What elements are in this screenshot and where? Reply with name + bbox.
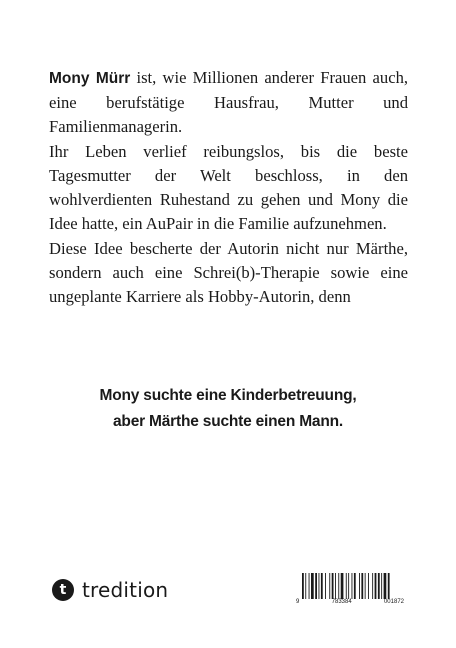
tagline [0,383,456,435]
barcode-bars-icon [296,573,404,599]
blurb-text [49,66,408,310]
blurb-paragraph-3: Diese Idee bescherte der Autorin nicht nur Märthe, sondern auch eine Schrei(b)-Therapie sowie eine ungeplante Karriere als Hobby-Autorin, denn [49,239,408,306]
blurb-paragraph-1-text: ist, wie Millionen anderer Frauen auch, eine berufstätige Hausfrau, Mutter und Familienmanagerin. [49,68,409,136]
author-name: Mony Mürr [49,70,131,87]
publisher-logo [52,575,168,605]
publisher-name: tredition [82,578,169,602]
barcode-digits [296,599,404,605]
barcode-digits-left: 783384 [331,599,352,605]
blurb-paragraph-2: Ihr Leben verlief reibungslos, bis die beste Tagesmutter der Welt beschloss, in den wohlverdienten Ruhestand zu gehen und Mony die Idee hatte, ein AuPair in die Familie aufzunehmen. [49,142,408,233]
tagline-line-2: aber Märthe suchte einen Mann. [113,413,343,430]
barcode-digit-first: 9 [296,599,300,605]
tredition-logo-icon: t [52,579,74,601]
blurb-paragraph-1 [49,66,408,139]
barcode-digits-right: 001872 [383,599,404,605]
tagline-line-1: Mony suchte eine Kinderbetreuung, [99,387,357,404]
isbn-barcode [296,573,404,606]
